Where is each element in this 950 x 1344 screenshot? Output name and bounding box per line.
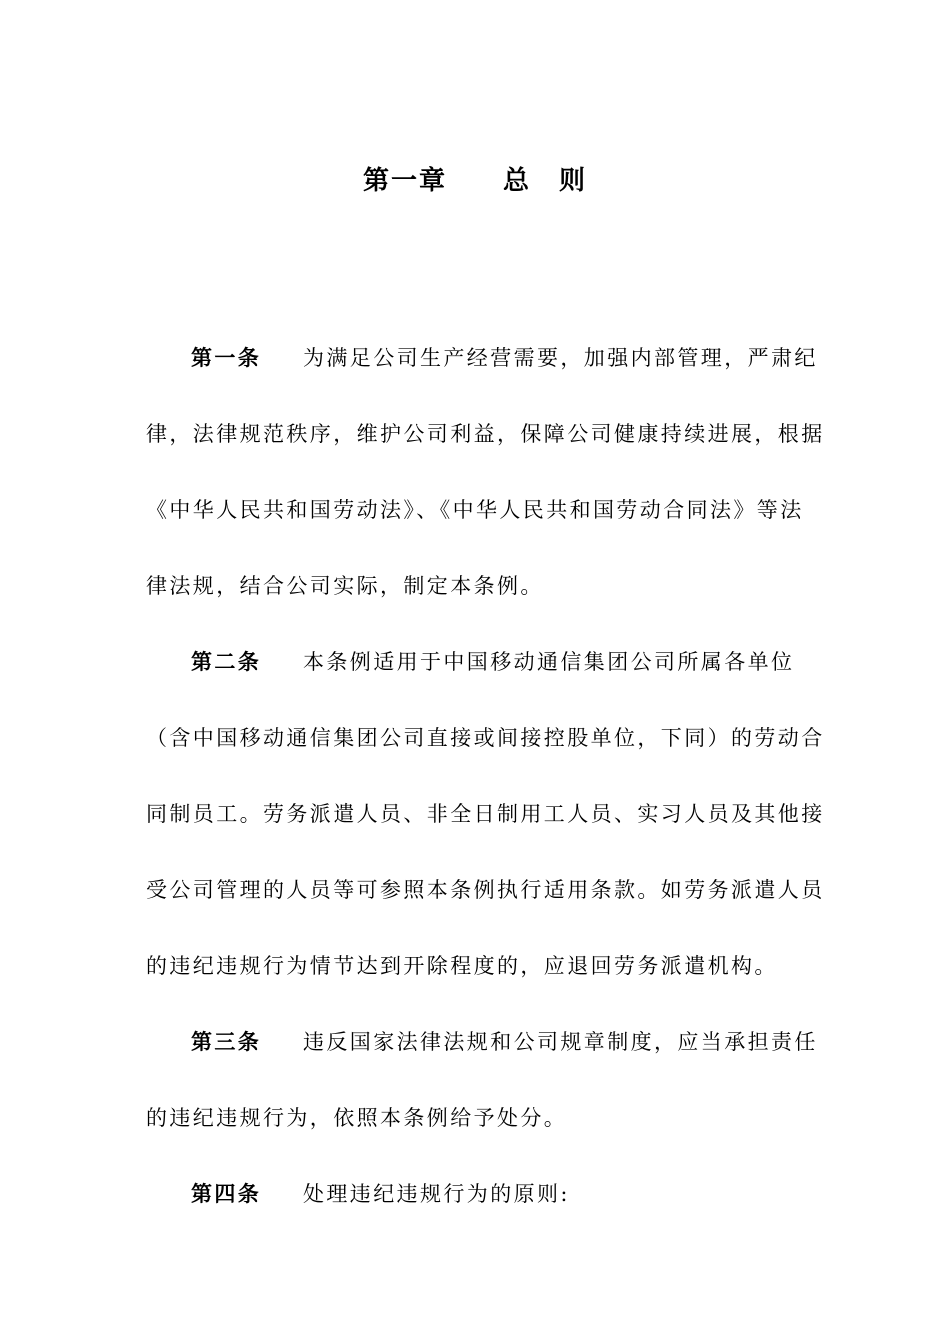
- document-body: [146, 320, 825, 1232]
- article-1-text-line-1: 为满足公司生产经营需要，加强内部管理，严肃纪: [303, 346, 818, 370]
- article-2-first-line: [146, 624, 806, 700]
- article-2-text-line-3: 同制员工。劳务派遣人员、非全日制用工人员、实习人员及其他接: [146, 802, 825, 826]
- article-1-text-line-4: 律法规，结合公司实际，制定本条例。: [146, 574, 544, 598]
- article-4-label: 第四条: [191, 1181, 262, 1206]
- article-3-text-line-1: 违反国家法律法规和公司规章制度，应当承担责任: [303, 1030, 818, 1054]
- article-2-label: 第二条: [191, 649, 262, 674]
- article-4-text-line-1: 处理违纪违规行为的原则:: [303, 1182, 570, 1206]
- article-1-text-line-3: 《中华人民共和国劳动法》、《中华人民共和国劳动合同法》等法: [146, 498, 804, 522]
- article-1-text-line-2: 律，法律规范秩序，维护公司利益，保障公司健康持续进展，根据: [146, 422, 825, 446]
- article-2-text-line-1: 本条例适用于中国移动通信集团公司所属各单位: [303, 650, 795, 674]
- article-2-text-line-4: 受公司管理的人员等可参照本条例执行适用条款。如劳务派遣人员: [146, 878, 825, 902]
- article-3-text-line-2: 的违纪违规行为，依照本条例给予处分。: [146, 1106, 568, 1130]
- article-4-first-line: [146, 1156, 806, 1232]
- article-2-text-line-2: （含中国移动通信集团公司直接或间接控股单位，下同）的劳动合: [146, 726, 825, 750]
- article-2-text-line-5: 的违纪违规行为情节达到开除程度的，应退回劳务派遣机构。: [146, 954, 778, 978]
- article-1-label: 第一条: [191, 345, 262, 370]
- article-1-first-line: [146, 320, 818, 396]
- article-3-first-line: [146, 1004, 818, 1080]
- article-3-label: 第三条: [191, 1029, 262, 1054]
- chapter-title: 第一章 总 则: [362, 166, 587, 196]
